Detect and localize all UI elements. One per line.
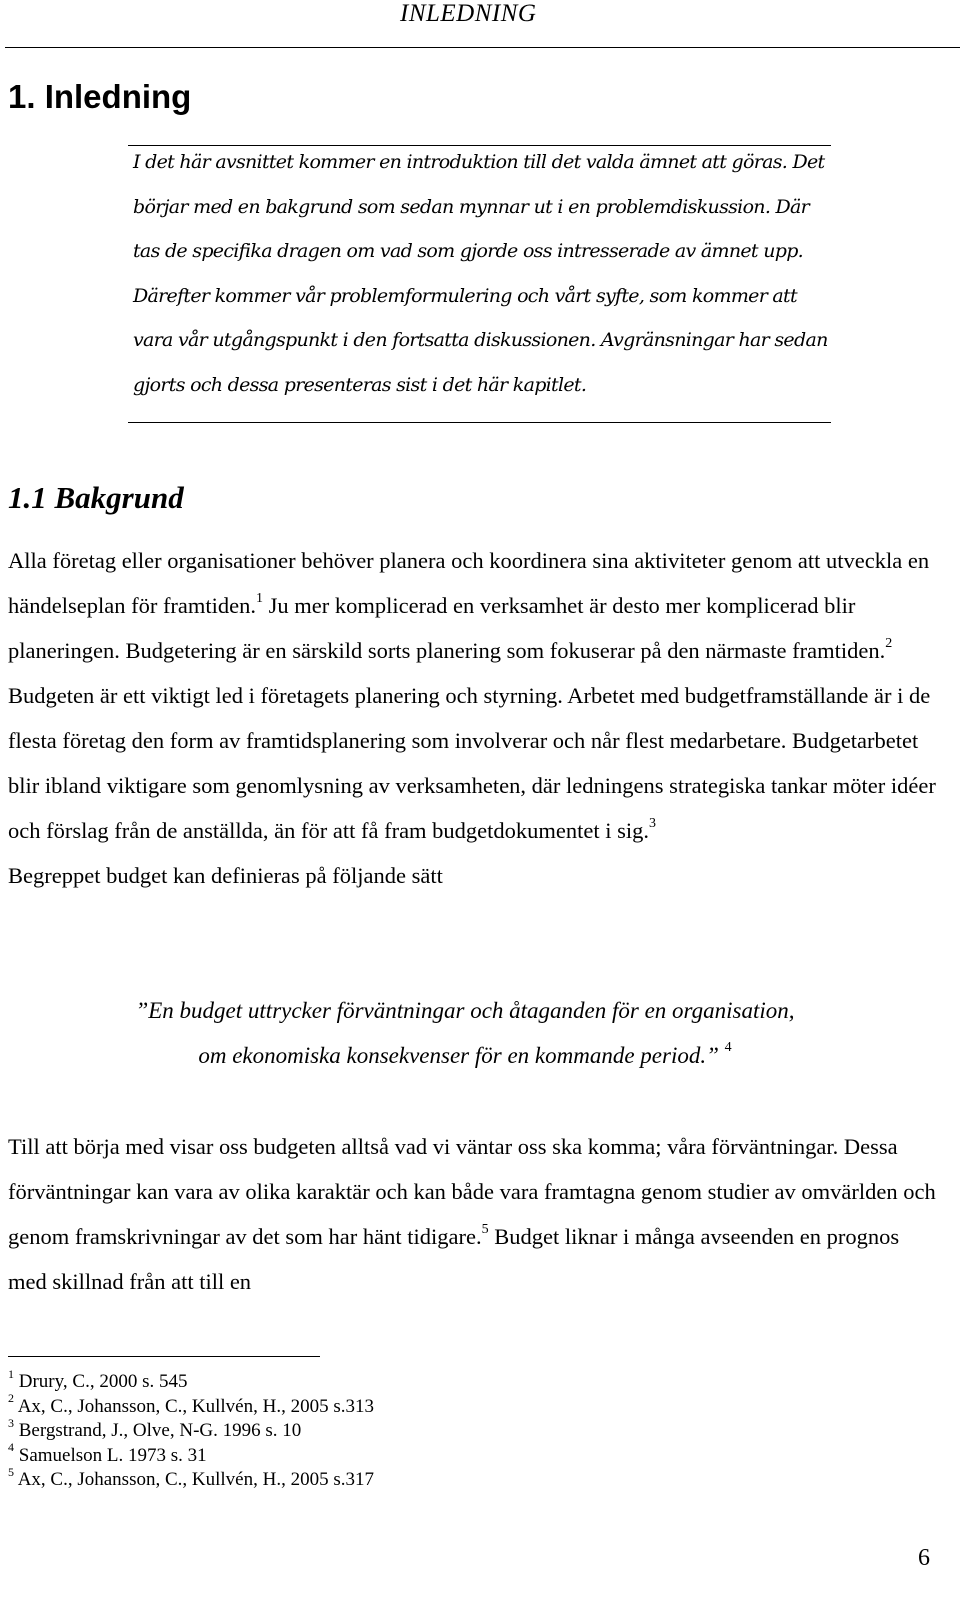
budget-definition-quote <box>0 988 960 1078</box>
footnote <box>8 1440 374 1469</box>
footnote-text: Ax, C., Johansson, C., Kullvén, H., 2005 s.313 <box>14 1395 374 1417</box>
paragraph-text: Till att börja med visar oss budgeten alltså vad vi väntar oss ska komma; våra förväntningar. Dessa förväntningar kan vara av olika karaktär och kan både vara framtagna genom studier av omvärlden och genom framskrivningar av det som har hänt tidigare. <box>8 1134 936 1249</box>
section-title: 1.1 Bakgrund <box>8 480 184 515</box>
page-number: 6 <box>918 1545 930 1571</box>
paragraph-text: Begreppet budget kan definieras på följande sätt <box>8 863 443 888</box>
paragraph-text: Budgeten är ett viktigt led i företagets planering och styrning. Arbetet med budgetframställande är i de flesta företag den form av framtidsplanering som involverar och når flest medarbetare. Budgetarbetet blir ibland viktigare som genomlysning av verksamheten, där ledningens strategiska tankar möter idéer och förslag från de anställda, än för att få fram budgetdokumentet i sig. <box>8 683 936 843</box>
background-paragraph-1 <box>8 538 940 898</box>
quote-line-2: om ekonomiska konsekvenser för en kommande period.” <box>198 1043 719 1068</box>
paragraph-text: Ju mer komplicerad en verksamhet är desto mer komplicerad blir planeringen. Budgetering är en särskild sorts planering som fokuserar på den närmaste framtiden. <box>8 593 886 663</box>
paragraph-text: Budget liknar i många avseenden en prognos med skillnad från att till en <box>8 1224 900 1294</box>
background-paragraph-2 <box>8 1124 940 1304</box>
footnote-ref-2: 2 <box>885 635 893 651</box>
quote-line-1: ”En budget uttrycker förväntningar och åtaganden för en organisation, <box>135 998 795 1023</box>
footnote-text: Samuelson L. 1973 s. 31 <box>14 1444 207 1466</box>
footnote <box>8 1465 374 1493</box>
footnote-number: 1 <box>8 1366 14 1381</box>
footnote <box>8 1391 374 1420</box>
running-header: INLEDNING <box>400 0 537 27</box>
footnote-ref-4: 4 <box>724 1040 732 1056</box>
footnote-text: Bergstrand, J., Olve, N-G. 1996 s. 10 <box>14 1420 302 1442</box>
footnote-text: Drury, C., 2000 s. 545 <box>14 1371 188 1392</box>
footnote-ref-3: 3 <box>649 815 657 831</box>
footnote-number: 2 <box>8 1391 14 1406</box>
chapter-abstract: I det här avsnittet kommer en introduktion till det valda ämnet att göras. Det börjar med en bakgrund som sedan mynnar ut i en problemdiskussion. Där tas de specifika dragen om vad som gjorde oss intresserade av ämnet upp. Därefter kommer vår problemformulering och vårt syfte, som kommer att vara vår utgångspunkt i den fortsatta diskussionen. Avgränsningar har sedan gjorts och dessa presenteras sist i det här kapitlet. <box>133 151 828 396</box>
abstract-bottom-rule <box>128 422 831 423</box>
footnote-ref-5: 5 <box>481 1221 489 1237</box>
footnote-text: Ax, C., Johansson, C., Kullvén, H., 2005 s.317 <box>14 1469 374 1491</box>
footnote <box>8 1415 374 1444</box>
footnote-separator <box>8 1356 320 1357</box>
footnote-number: 4 <box>8 1440 14 1455</box>
footnote <box>8 1366 374 1395</box>
footnote-number: 5 <box>8 1465 14 1480</box>
footnotes-list <box>8 1366 374 1493</box>
footnote-ref-1: 1 <box>256 590 264 606</box>
chapter-title: 1. Inledning <box>8 78 192 115</box>
footnote-number: 3 <box>8 1415 14 1430</box>
header-rule <box>5 47 960 48</box>
paragraph-text: Alla företag eller organisationer behöver planera och koordinera sina aktiviteter genom att utveckla en händelseplan för framtiden. <box>8 548 930 618</box>
